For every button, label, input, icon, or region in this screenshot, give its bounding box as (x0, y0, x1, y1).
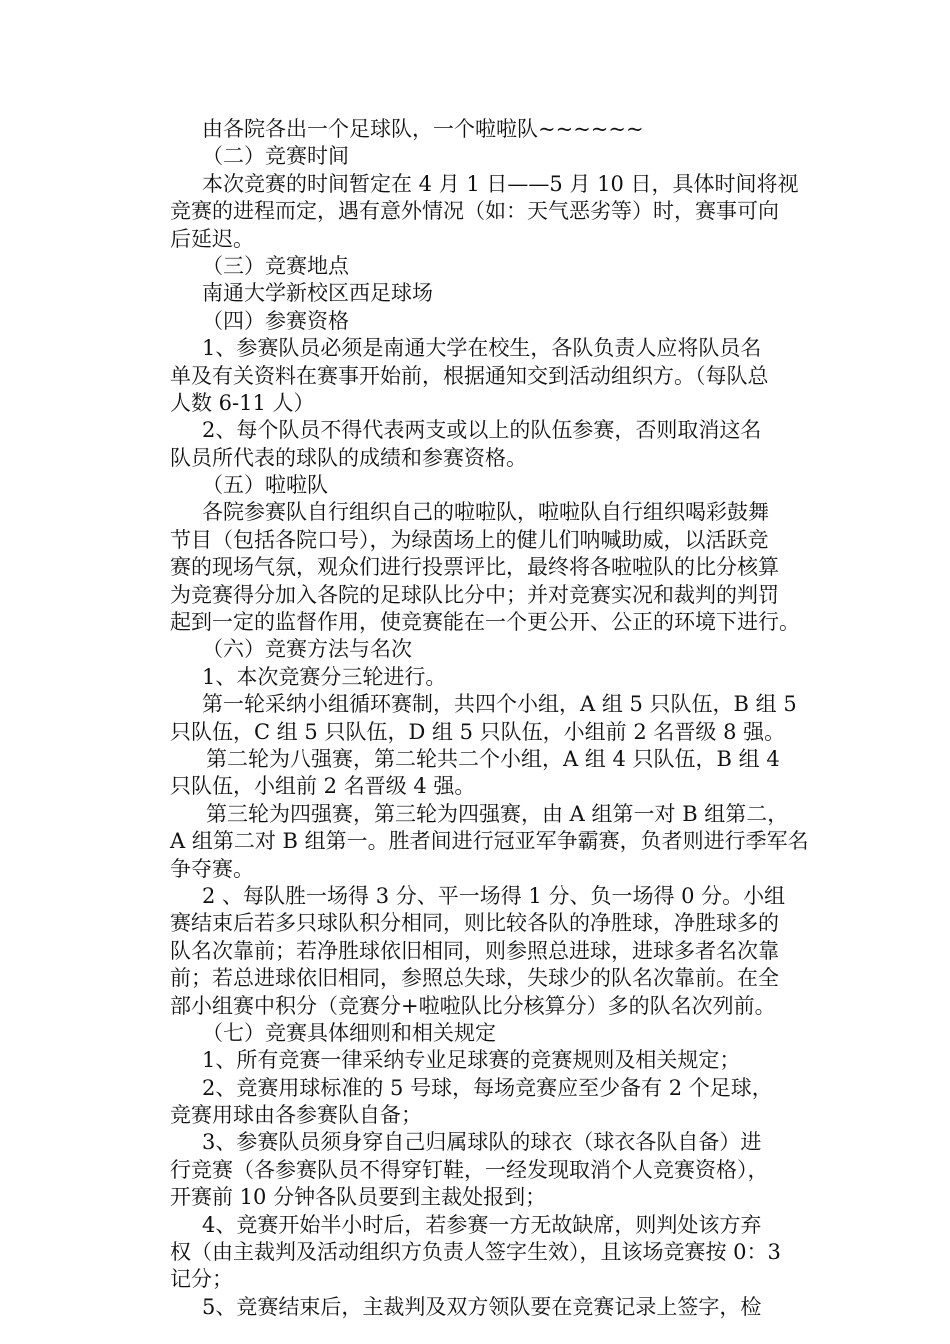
text-line: 只队伍，C 组 5 只队伍，D 组 5 只队伍，小组前 2 名晋级 8 强。 (170, 719, 786, 744)
text-line: 起到一定的监督作用，使竞赛能在一个更公开、公正的环境下进行。 (170, 610, 800, 635)
text-line: 队员所代表的球队的成绩和参赛资格。 (170, 445, 527, 470)
text-line: 队名次靠前；若净胜球依旧相同，则参照总进球，进球多者名次靠 (170, 938, 779, 963)
text-line: 只队伍，小组前 2 名晋级 4 强。 (170, 774, 476, 799)
text-line: 记分； (170, 1267, 233, 1292)
text-line: 争夺赛。 (170, 856, 254, 881)
text-line: 赛的现场气氛，观众们进行投票评比，最终将各啦啦队的比分核算 (170, 555, 779, 580)
text-line: 3、参赛队员须身穿自己归属球队的球衣（球衣各队自备）进 (202, 1130, 762, 1155)
text-line: 第二轮为八强赛，第二轮共二个小组，A 组 4 只队伍，B 组 4 (206, 746, 780, 771)
text-line: 各院参赛队自行组织自己的啦啦队，啦啦队自行组织喝彩鼓舞 (202, 500, 769, 525)
text-line: 为竞赛得分加入各院的足球队比分中；并对竞赛实况和裁判的判罚 (170, 582, 779, 607)
text-line: 权（由主裁判及活动组织方负责人签字生效），且该场竞赛按 0：3 (170, 1240, 781, 1265)
text-line: （七）竞赛具体细则和相关规定 (202, 1020, 496, 1045)
text-line: （四）参赛资格 (202, 308, 349, 333)
text-line: 行竞赛（各参赛队员不得穿钉鞋，一经发现取消个人竞赛资格）， (170, 1157, 769, 1182)
document-body (170, 116, 810, 1321)
text-line: 前；若总进球依旧相同，参照总失球，失球少的队名次靠前。在全 (170, 966, 779, 991)
text-line: （二）竞赛时间 (202, 144, 349, 169)
text-line: （三）竞赛地点 (202, 253, 349, 278)
text-line: （六）竞赛方法与名次 (202, 637, 412, 662)
text-line: 单及有关资料在赛事开始前，根据通知交到活动组织方。（每队总 (170, 363, 769, 388)
text-line: 1、所有竞赛一律采纳专业足球赛的竞赛规则及相关规定； (202, 1048, 741, 1073)
text-line: 南通大学新校区西足球场 (202, 281, 433, 306)
text-line: 2、每个队员不得代表两支或以上的队伍参赛，否则取消这名 (202, 418, 762, 443)
text-line: 赛结束后若多只球队积分相同，则比较各队的净胜球，净胜球多的 (170, 911, 779, 936)
text-line: A 组第二对 B 组第一。胜者间进行冠亚军争霸赛，负者则进行季军名 (170, 829, 809, 854)
text-line: 2、竞赛用球标准的 5 号球，每场竞赛应至少备有 2 个足球， (202, 1075, 773, 1100)
text-line: 竞赛的进程而定，遇有意外情况（如：天气恶劣等）时，赛事可向 (170, 199, 779, 224)
text-line: 本次竞赛的时间暂定在 4 月 1 日——5 月 10 日，具体时间将视 (202, 171, 799, 196)
text-line: 4、竞赛开始半小时后，若参赛一方无故缺席，则判处该方弃 (202, 1212, 762, 1237)
text-line: 人数 6-11 人） (170, 390, 315, 415)
text-line: 1、参赛队员必须是南通大学在校生，各队负责人应将队员名 (202, 336, 762, 361)
text-line: 第一轮采纳小组循环赛制，共四个小组，A 组 5 只队伍，B 组 5 (202, 692, 797, 717)
text-line: 后延迟。 (170, 226, 254, 251)
text-line: 2 、每队胜一场得 3 分、平一场得 1 分、负一场得 0 分。小组 (202, 883, 786, 908)
text-line: 开赛前 10 分钟各队员要到主裁处报到； (170, 1185, 547, 1210)
text-line: （五）啦啦队 (202, 473, 328, 498)
text-line: 由各院各出一个足球队，一个啦啦队~~~~~~ (202, 117, 644, 141)
text-line: 第三轮为四强赛，第三轮为四强赛，由 A 组第一对 B 组第二， (206, 801, 789, 826)
text-line: 竞赛用球由各参赛队自备； (170, 1103, 422, 1128)
text-line: 1、本次竞赛分三轮进行。 (202, 664, 447, 689)
text-line: 节目（包括各院口号），为绿茵场上的健儿们呐喊助威，以活跃竞 (170, 527, 769, 552)
text-line: 5、竞赛结束后，主裁判及双方领队要在竞赛记录上签字，检 (202, 1294, 762, 1319)
text-line: 部小组赛中积分（竞赛分+啦啦队比分核算分）多的队名次列前。 (170, 993, 776, 1018)
